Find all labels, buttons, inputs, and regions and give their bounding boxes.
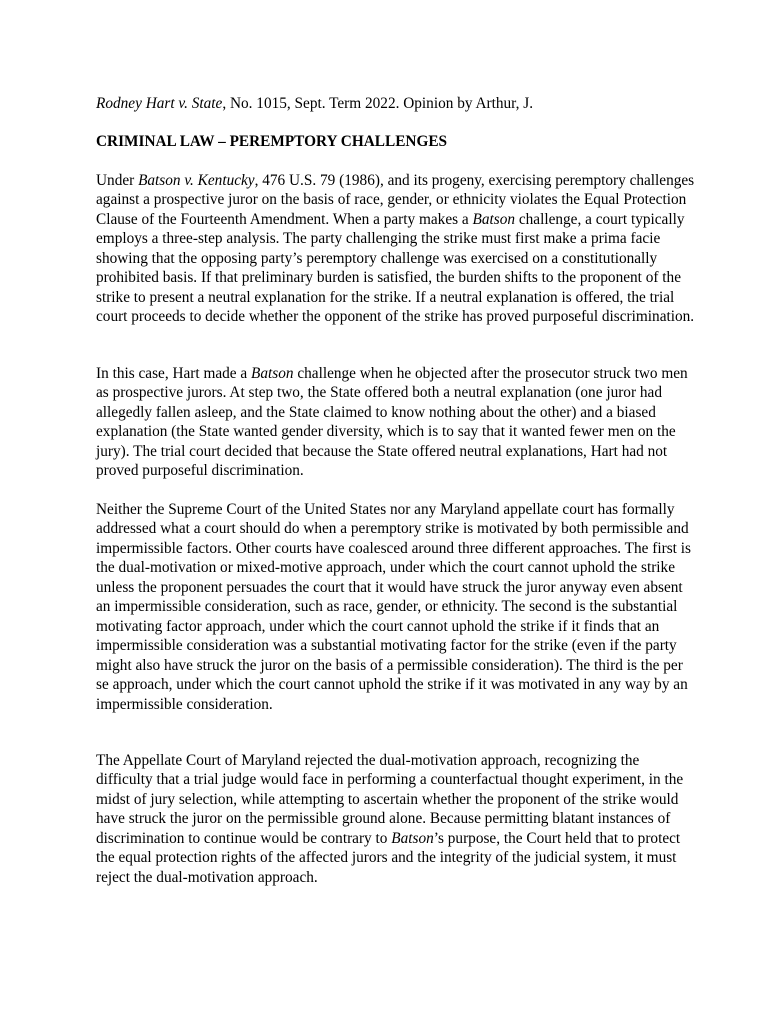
text-run: , 476 U.S. 79 (1986), and its progeny, exercising peremptory challenges against a prospective juror on the basis of race, gender, or ethnicity violates the Equal Protection Clause of the Fourteenth Amendment. When a party makes a — [96, 172, 695, 228]
text-run: challenge when he objected after the prosecutor struck two men as prospective jurors. At step two, the State offered both a neutral explanation (one juror had allegedly fallen asleep, and the State claimed to know nothing about the other) and a biased explanation (the State wanted gender diversity, which is to say that it wanted fewer men on the jury). The trial court decided that because the State offered neutral explanations, Hart had not proved purposeful discrimination. — [96, 365, 688, 480]
case-caption — [96, 94, 696, 113]
case-citation: , No. 1015, Sept. Term 2022. Opinion by Arthur, J. — [222, 95, 534, 112]
case-reference: Batson v. Kentucky — [138, 172, 255, 189]
text-run: challenge, a court typically employs a three-step analysis. The party challenging the strike must first make a prima facie showing that the opposing party’s peremptory challenge was exercised on a constitutionally prohibited basis. If that preliminary burden is satisfied, the burden shifts to the proponent of the strike to present a neutral explanation for the strike. If a neutral explanation is offered, the trial court proceeds to decide whether the opponent of the strike has proved purposeful discrimination. — [96, 210, 695, 326]
summary-paragraph-3: Neither the Supreme Court of the United States nor any Maryland appellate court has formally addressed what a court should do when a peremptory strike is motivated by both permissible and impermissible factors. Other courts have coalesced around three different approaches. The first is the dual-motivation or mixed-motive approach, under which the court cannot uphold the strike unless the proponent persuades the court that it would have struck the juror anyway even absent an impermissible consideration, such as race, gender, or ethnicity. The second is the substantial motivating factor approach, under which the court cannot uphold the strike if it finds that an impermissible consideration was a substantial motivating factor for the strike (even if the party might also have struck the juror on the basis of a permissible consideration). The third is the per se approach, under which the court cannot uphold the strike if it was motivated in any way by an impermissible consideration. — [96, 501, 691, 713]
case-name: Rodney Hart v. State — [96, 95, 223, 112]
case-reference: Batson — [391, 829, 434, 847]
summary-paragraph-4 — [96, 751, 696, 887]
text-run: The Appellate Court of Maryland rejected the dual-motivation approach, recognizing the difficulty that a trial judge would face in performing a counterfactual thought experiment, in the midst of jury selection, while attempting to ascertain whether the proponent of the strike would have struck the juror on the permissible ground alone. Because permitting blatant instances of discrimination to continue would be contrary to — [96, 752, 684, 847]
text-run: ’s purpose, the Court held that to protect the equal protection rights of the affected jurors and the integrity of the judicial system, it must reject the dual-motivation approach. — [96, 829, 681, 886]
case-reference: Batson — [251, 365, 294, 382]
case-reference: Batson — [472, 210, 516, 228]
summary-paragraph-1 — [96, 171, 696, 327]
summary-paragraph-2 — [96, 364, 696, 481]
headnote-heading: CRIMINAL LAW – PEREMPTORY CHALLENGES — [96, 133, 448, 150]
text-run: Under — [96, 172, 139, 189]
text-run: In this case, Hart made a — [96, 365, 252, 382]
